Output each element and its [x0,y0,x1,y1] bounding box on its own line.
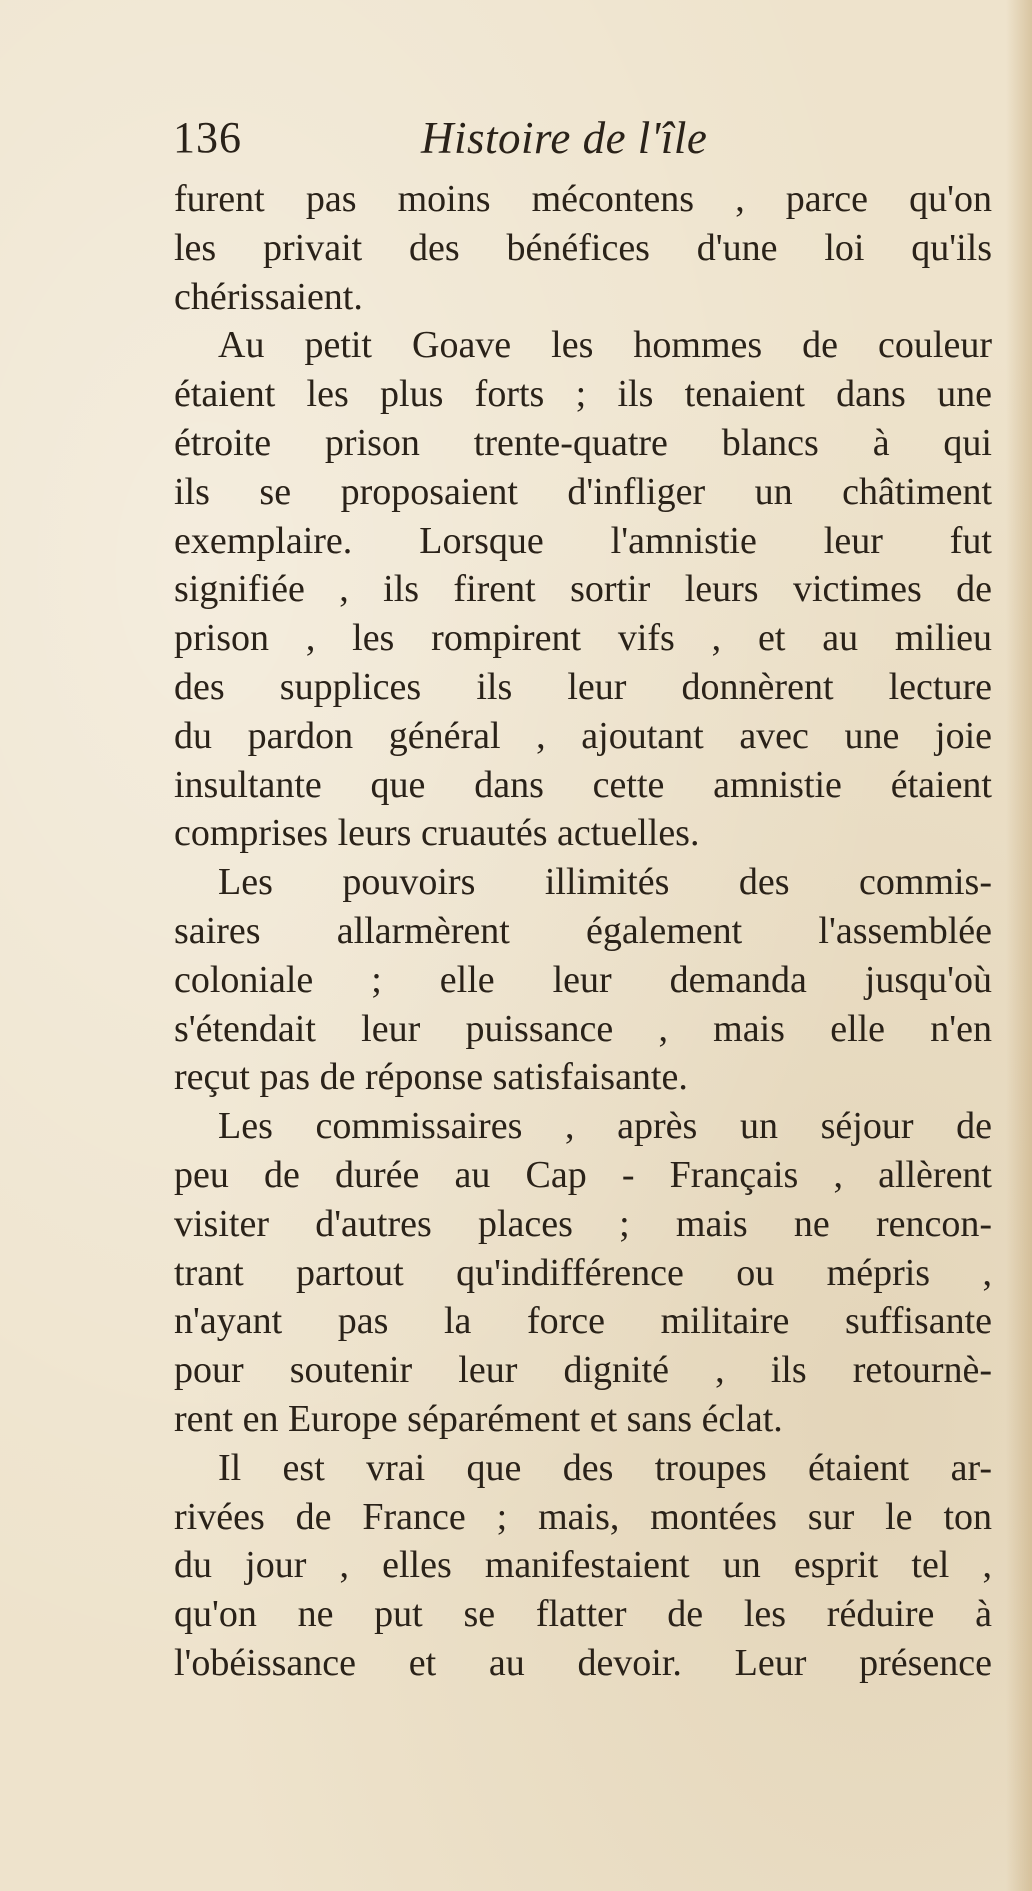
text-line: du jour , elles manifestaient un esprit tel , [174,1544,992,1587]
running-head: Histoire de l'île [421,113,708,163]
page-header [173,108,933,168]
text-line: l'obéissance et au devoir. Leur présence [174,1641,992,1684]
text-line: s'étendait leur puissance , mais elle n'en [174,1007,992,1050]
text-line: pour soutenir leur dignité , ils retournè- [174,1349,992,1392]
text-line: rent en Europe séparément et sans éclat. [174,1397,783,1440]
text-line: du pardon général , ajoutant avec une joie [174,714,992,757]
text-line: exemplaire. Lorsque l'amnistie leur fut [174,519,992,562]
text-line: étaient les plus forts ; ils tenaient dans une [174,373,992,416]
text-line: qu'on ne put se flatter de les réduire à [174,1593,992,1636]
text-line: prison , les rompirent vifs , et au milieu [174,617,992,660]
text-line: insultante que dans cette amnistie étaient [174,763,992,806]
text-line: des supplices ils leur donnèrent lecture [174,665,992,708]
text-line: reçut pas de réponse satisfaisante. [174,1056,688,1099]
text-line: Il est vrai que des troupes étaient ar- [218,1446,992,1489]
text-line: Les pouvoirs illimités des commis- [218,861,992,904]
text-line: étroite prison trente-quatre blancs à qui [174,421,992,464]
text-line: comprises leurs cruautés actuelles. [174,812,700,855]
text-line: visiter d'autres places ; mais ne rencon- [174,1202,992,1245]
text-line: signifiée , ils firent sortir leurs victimes de [174,568,992,611]
text-line: chérissaient. [174,275,363,318]
text-line: les privait des bénéfices d'une loi qu'ils [174,226,992,269]
text-line: n'ayant pas la force militaire suffisante [174,1300,992,1343]
text-line: ils se proposaient d'infliger un châtiment [174,470,992,513]
page-number: 136 [173,113,242,162]
text-line: trant partout qu'indifférence ou mépris , [174,1251,992,1294]
text-line: peu de durée au Cap - Français , allèrent [174,1153,992,1196]
text-line: furent pas moins mécontens , parce qu'on [174,178,992,220]
text-line: Au petit Goave les hommes de couleur [218,324,992,367]
text-line: coloniale ; elle leur demanda jusqu'où [174,958,992,1001]
text-line: Les commissaires , après un séjour de [218,1105,992,1148]
text-line: saires allarmèrent également l'assemblée [174,909,992,952]
body-text [174,175,992,1688]
page-edge-shadow [1006,0,1032,1891]
text-line: rivées de France ; mais, montées sur le ton [174,1495,992,1538]
